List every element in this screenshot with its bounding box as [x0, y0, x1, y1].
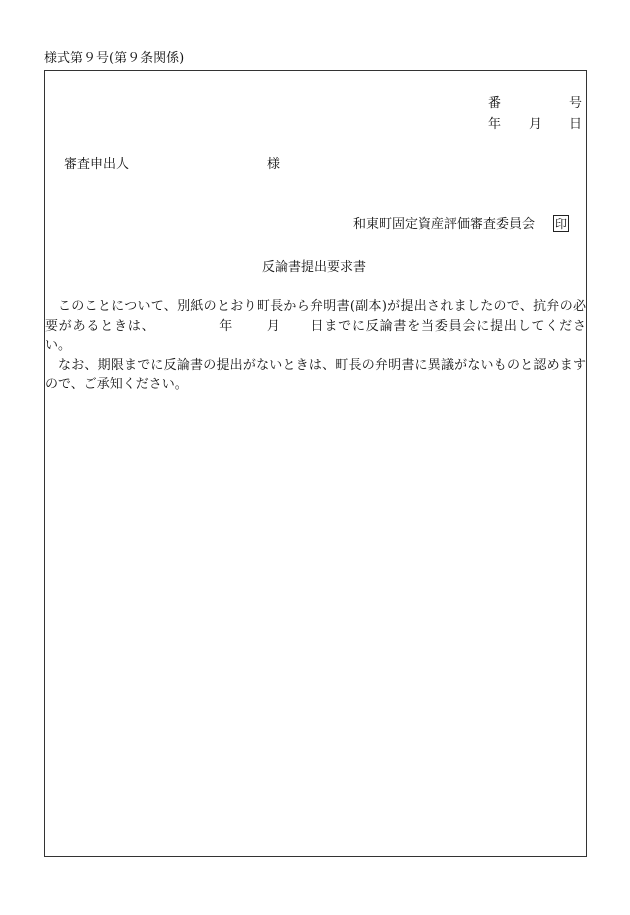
issuer-name: 和東町固定資産評価審査委員会 — [353, 217, 536, 232]
document-body — [45, 297, 586, 395]
paragraph-first-part-a: このことについて、別紙のとおり町長から弁明書(副本)が提出されましたので、抗弁の必要があるときは、 — [45, 299, 586, 334]
document-frame — [44, 70, 587, 857]
paragraph-first-part-b: 日までに反論書を当委員会に提出してください。 — [45, 318, 586, 353]
date-day: 日 — [569, 117, 583, 132]
number-suffix: 号 — [569, 96, 583, 111]
date-month: 月 — [529, 117, 543, 132]
document-title: 反論書提出要求書 — [262, 260, 367, 275]
date-year: 年 — [488, 117, 502, 132]
seal-stamp: 印 — [555, 217, 568, 231]
number-kanji: 番 — [488, 96, 502, 111]
paragraph-second: なお、期限までに反論書の提出がないときは、町長の弁明書に異議がないものと認めますので、ご承知ください。 — [45, 357, 586, 392]
addressee-honorific: 様 — [267, 157, 281, 172]
deadline-year: 年 — [218, 318, 234, 334]
addressee-label: 審査申出人 — [64, 157, 130, 172]
form-number-label: 様式第９号(第９条関係) — [44, 51, 185, 66]
paragraph-first — [45, 297, 586, 356]
deadline-month: 月 — [266, 318, 281, 334]
